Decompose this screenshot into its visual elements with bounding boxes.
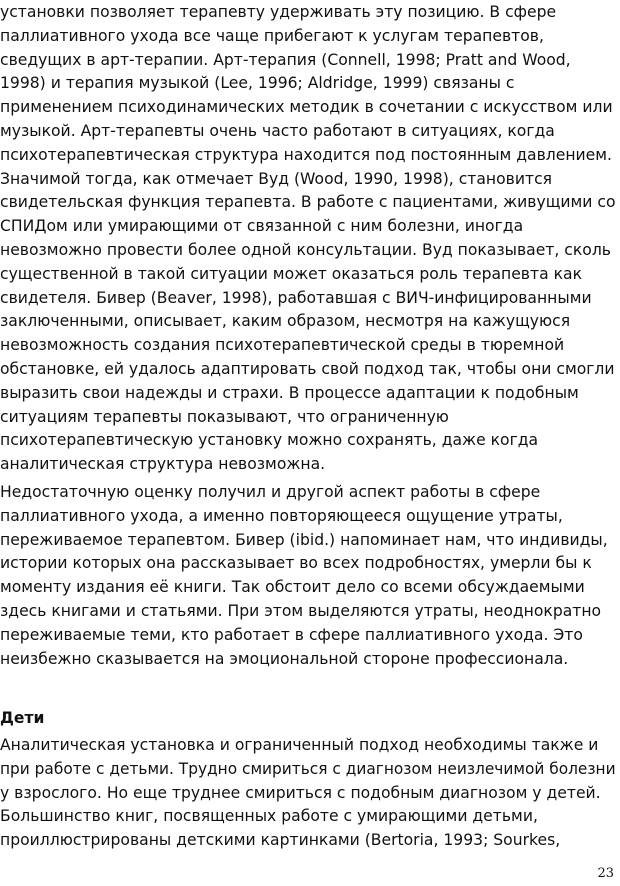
text-line: Значимой тогда, как отмечает Вуд (Wood, 1990, 1998), становится [0, 169, 553, 188]
text-line: свидетеля. Бивер (Beaver, 1998), работавшая с ВИЧ-инфицированными [0, 288, 592, 307]
text-line: паллиативного ухода, а именно повторяющееся ощущение утраты, [0, 506, 563, 525]
text-line: невозможно провести более одной консультации. Вуд показывает, сколь [0, 241, 611, 259]
text-line: установки позволяет терапевту удерживать эту позицию. В сфере [0, 3, 557, 21]
text-line: СПИДом или умирающими от связанной с ним болезни, иногда [0, 217, 524, 236]
text-line: при работе с детьми. Трудно смириться с диагнозом неизлечимой болезни [0, 759, 616, 778]
text-line: истории которых она рассказывает во всех подробностях, умерли бы к [0, 554, 592, 573]
text-line: Недостаточную оценку получил и другой аспект работы в сфере [0, 483, 541, 501]
text-line: аналитическая структура невозможна. [0, 455, 326, 474]
text-line: существенной в такой ситуации может оказаться роль терапевта как [0, 264, 582, 283]
text-line: проиллюстрированы детскими картинками (Bertoria, 1993; Sourkes, [0, 831, 561, 850]
text-line: у взрослого. Но еще труднее смириться с подобным диагнозом у детей. [0, 783, 601, 802]
text-line: здесь книгами и статьями. При этом выделяются утраты, неоднократно [0, 602, 602, 620]
text-line: психотерапевтическую установку можно сохранять, даже когда [0, 431, 539, 450]
text-line: заключенными, описывает, каким образом, несмотря на кажущуюся [0, 312, 571, 331]
text-line: применением психодинамических методик в сочетании с искусством или [0, 98, 613, 117]
text-line: Большинство книг, посвященных работе с умирающими детьми, [0, 807, 538, 826]
text-line: моменту издания её книги. Так обстоит дело со всеми обсуждаемыми [0, 578, 585, 597]
text-line: паллиативного ухода все чаще прибегают к услугам терапевтов, [0, 26, 544, 45]
page-number: 23 [597, 866, 614, 881]
text-line: обстановке, ей удалось адаптировать свой подход так, чтобы они смогли [0, 360, 615, 378]
text-line: выразить свои надежды и страхи. В процессе адаптации к подобным [0, 383, 579, 402]
text-line: 1998) и терапия музыкой (Lee, 1996; Aldridge, 1999) связаны с [0, 74, 515, 93]
text-line: музыкой. Арт-терапевты очень часто работают в ситуациях, когда [0, 122, 555, 140]
text-line: Аналитическая установка и ограниченный подход необходимы также и [0, 736, 599, 754]
text-line: ситуациям терапевты показывают, что ограниченную [0, 407, 449, 426]
text-line: сведущих в арт-терапии. Арт-терапия (Connell, 1998; Pratt and Wood, [0, 50, 571, 69]
text-line: неизбежно сказывается на эмоциональной стороне профессионала. [0, 649, 569, 668]
text-line: свидетельская функция терапевта. В работе с пациентами, живущими со [0, 193, 616, 212]
text-line: переживаемое терапевтом. Бивер (ibid.) напоминает нам, что индивиды, [0, 530, 608, 549]
text-line: переживаемые теми, кто работает в сфере паллиативного ухода. Это [0, 625, 583, 644]
text-line: психотерапевтическая структура находится под постоянным давлением. [0, 145, 612, 164]
section-heading-children: Дети [0, 709, 45, 727]
text-line: невозможность создания психотерапевтической среды в тюремной [0, 336, 565, 355]
